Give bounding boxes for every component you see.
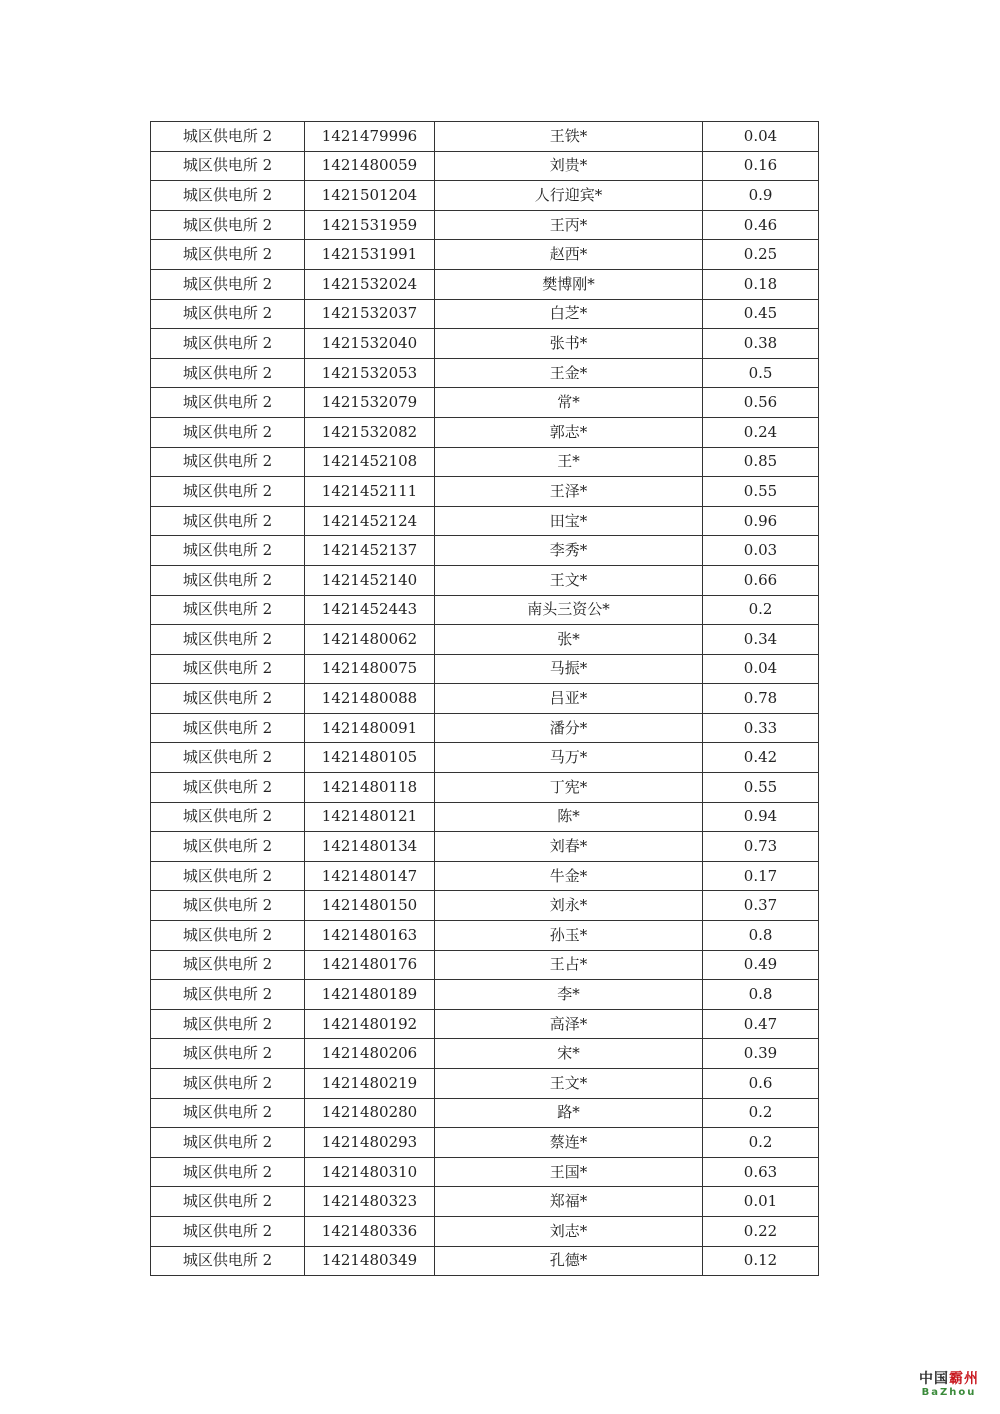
amount-cell: 0.18 (703, 269, 819, 299)
amount-cell: 0.2 (703, 1128, 819, 1158)
watermark-english: BaZhou (921, 1387, 977, 1398)
account-number-cell: 1421480147 (305, 861, 435, 891)
customer-name-cell: 王国* (435, 1157, 703, 1187)
table-row (151, 654, 819, 684)
customer-name-cell: 孔德* (435, 1246, 703, 1276)
table-row (151, 861, 819, 891)
account-number-cell: 1421452137 (305, 536, 435, 566)
amount-cell: 0.85 (703, 447, 819, 477)
customer-name-cell: 马万* (435, 743, 703, 773)
amount-cell: 0.78 (703, 684, 819, 714)
customer-name-cell: 王* (435, 447, 703, 477)
station-cell: 城区供电所 2 (151, 921, 305, 951)
customer-name-cell: 刘贵* (435, 151, 703, 181)
station-cell: 城区供电所 2 (151, 713, 305, 743)
station-cell: 城区供电所 2 (151, 773, 305, 803)
account-number-cell: 1421480075 (305, 654, 435, 684)
account-number-cell: 1421480134 (305, 832, 435, 862)
station-cell: 城区供电所 2 (151, 536, 305, 566)
table-row (151, 1009, 819, 1039)
station-cell: 城区供电所 2 (151, 684, 305, 714)
table-row (151, 388, 819, 418)
account-number-cell: 1421532024 (305, 269, 435, 299)
amount-cell: 0.38 (703, 329, 819, 359)
customer-name-cell: 刘志* (435, 1216, 703, 1246)
table-row (151, 1157, 819, 1187)
station-cell: 城区供电所 2 (151, 950, 305, 980)
table-row (151, 921, 819, 951)
customer-name-cell: 白芝* (435, 299, 703, 329)
customer-name-cell: 刘永* (435, 891, 703, 921)
customer-name-cell: 郭志* (435, 417, 703, 447)
station-cell: 城区供电所 2 (151, 506, 305, 536)
table-row (151, 417, 819, 447)
customer-name-cell: 潘分* (435, 713, 703, 743)
customer-name-cell: 牛金* (435, 861, 703, 891)
account-number-cell: 1421480105 (305, 743, 435, 773)
table-row (151, 240, 819, 270)
table-row (151, 950, 819, 980)
customer-name-cell: 吕亚* (435, 684, 703, 714)
amount-cell: 0.33 (703, 713, 819, 743)
site-watermark-logo (914, 1372, 984, 1398)
account-number-cell: 1421480163 (305, 921, 435, 951)
table-row (151, 891, 819, 921)
customer-name-cell: 丁宪* (435, 773, 703, 803)
account-number-cell: 1421480192 (305, 1009, 435, 1039)
amount-cell: 0.17 (703, 861, 819, 891)
customer-name-cell: 张书* (435, 329, 703, 359)
station-cell: 城区供电所 2 (151, 861, 305, 891)
account-number-cell: 1421480121 (305, 802, 435, 832)
table-row (151, 210, 819, 240)
station-cell: 城区供电所 2 (151, 358, 305, 388)
station-cell: 城区供电所 2 (151, 1216, 305, 1246)
account-number-cell: 1421479996 (305, 122, 435, 152)
account-number-cell: 1421480088 (305, 684, 435, 714)
table-row (151, 329, 819, 359)
table-row (151, 1069, 819, 1099)
station-cell: 城区供电所 2 (151, 151, 305, 181)
amount-cell: 0.94 (703, 802, 819, 832)
table-row (151, 269, 819, 299)
table-row (151, 980, 819, 1010)
customer-name-cell: 赵西* (435, 240, 703, 270)
customer-name-cell: 王文* (435, 565, 703, 595)
account-number-cell: 1421452140 (305, 565, 435, 595)
amount-cell: 0.56 (703, 388, 819, 418)
customer-name-cell: 王文* (435, 1069, 703, 1099)
customer-name-cell: 王泽* (435, 477, 703, 507)
account-number-cell: 1421531959 (305, 210, 435, 240)
table-row (151, 773, 819, 803)
amount-cell: 0.39 (703, 1039, 819, 1069)
amount-cell: 0.12 (703, 1246, 819, 1276)
station-cell: 城区供电所 2 (151, 565, 305, 595)
station-cell: 城区供电所 2 (151, 1069, 305, 1099)
account-number-cell: 1421452111 (305, 477, 435, 507)
account-number-cell: 1421480336 (305, 1216, 435, 1246)
watermark-cn-part2: 霸州 (949, 1370, 979, 1387)
table-row (151, 477, 819, 507)
station-cell: 城区供电所 2 (151, 477, 305, 507)
amount-cell: 0.22 (703, 1216, 819, 1246)
account-number-cell: 1421480293 (305, 1128, 435, 1158)
table-row (151, 743, 819, 773)
amount-cell: 0.96 (703, 506, 819, 536)
table-row (151, 1216, 819, 1246)
customer-name-cell: 张* (435, 625, 703, 655)
station-cell: 城区供电所 2 (151, 299, 305, 329)
customer-name-cell: 马振* (435, 654, 703, 684)
table-row (151, 358, 819, 388)
account-number-cell: 1421480150 (305, 891, 435, 921)
station-cell: 城区供电所 2 (151, 122, 305, 152)
amount-cell: 0.8 (703, 980, 819, 1010)
table-row (151, 595, 819, 625)
customer-name-cell: 南头三资公* (435, 595, 703, 625)
table-row (151, 625, 819, 655)
table-row (151, 565, 819, 595)
customer-name-cell: 宋* (435, 1039, 703, 1069)
account-number-cell: 1421480219 (305, 1069, 435, 1099)
station-cell: 城区供电所 2 (151, 417, 305, 447)
customer-name-cell: 王金* (435, 358, 703, 388)
station-cell: 城区供电所 2 (151, 1098, 305, 1128)
account-number-cell: 1421452443 (305, 595, 435, 625)
watermark-chinese (914, 1372, 984, 1387)
account-number-cell: 1421480206 (305, 1039, 435, 1069)
amount-cell: 0.8 (703, 921, 819, 951)
station-cell: 城区供电所 2 (151, 269, 305, 299)
amount-cell: 0.25 (703, 240, 819, 270)
account-number-cell: 1421532040 (305, 329, 435, 359)
table-body (151, 122, 819, 1276)
station-cell: 城区供电所 2 (151, 625, 305, 655)
station-cell: 城区供电所 2 (151, 1009, 305, 1039)
table-row (151, 832, 819, 862)
customer-name-cell: 田宝* (435, 506, 703, 536)
amount-cell: 0.5 (703, 358, 819, 388)
table-row (151, 447, 819, 477)
account-number-cell: 1421480310 (305, 1157, 435, 1187)
account-number-cell: 1421532082 (305, 417, 435, 447)
station-cell: 城区供电所 2 (151, 1039, 305, 1069)
customer-name-cell: 路* (435, 1098, 703, 1128)
customer-name-cell: 郑福* (435, 1187, 703, 1217)
account-number-cell: 1421480189 (305, 980, 435, 1010)
account-number-cell: 1421480349 (305, 1246, 435, 1276)
account-number-cell: 1421480062 (305, 625, 435, 655)
amount-cell: 0.73 (703, 832, 819, 862)
table-row (151, 151, 819, 181)
amount-cell: 0.34 (703, 625, 819, 655)
watermark-cn-part1: 中国 (919, 1370, 949, 1387)
station-cell: 城区供电所 2 (151, 447, 305, 477)
amount-cell: 0.55 (703, 773, 819, 803)
amount-cell: 0.04 (703, 122, 819, 152)
amount-cell: 0.66 (703, 565, 819, 595)
amount-cell: 0.47 (703, 1009, 819, 1039)
account-number-cell: 1421480118 (305, 773, 435, 803)
table-row (151, 1039, 819, 1069)
customer-name-cell: 王占* (435, 950, 703, 980)
customer-name-cell: 常* (435, 388, 703, 418)
customer-name-cell: 王铁* (435, 122, 703, 152)
customer-name-cell: 樊博刚* (435, 269, 703, 299)
station-cell: 城区供电所 2 (151, 891, 305, 921)
station-cell: 城区供电所 2 (151, 1157, 305, 1187)
customer-name-cell: 蔡连* (435, 1128, 703, 1158)
station-cell: 城区供电所 2 (151, 802, 305, 832)
table-row (151, 1187, 819, 1217)
table-row (151, 299, 819, 329)
account-number-cell: 1421532079 (305, 388, 435, 418)
table-row (151, 1098, 819, 1128)
amount-cell: 0.46 (703, 210, 819, 240)
station-cell: 城区供电所 2 (151, 980, 305, 1010)
customer-name-cell: 陈* (435, 802, 703, 832)
customer-name-cell: 人行迎宾* (435, 181, 703, 211)
customer-name-cell: 孙玉* (435, 921, 703, 951)
account-number-cell: 1421532053 (305, 358, 435, 388)
amount-cell: 0.6 (703, 1069, 819, 1099)
amount-cell: 0.2 (703, 1098, 819, 1128)
table-row (151, 1246, 819, 1276)
account-number-cell: 1421480280 (305, 1098, 435, 1128)
amount-cell: 0.49 (703, 950, 819, 980)
table-row (151, 802, 819, 832)
amount-cell: 0.04 (703, 654, 819, 684)
amount-cell: 0.55 (703, 477, 819, 507)
account-number-cell: 1421480176 (305, 950, 435, 980)
amount-cell: 0.01 (703, 1187, 819, 1217)
table-row (151, 536, 819, 566)
data-table (150, 121, 819, 1276)
customer-name-cell: 刘春* (435, 832, 703, 862)
customer-name-cell: 高泽* (435, 1009, 703, 1039)
table-row (151, 713, 819, 743)
station-cell: 城区供电所 2 (151, 832, 305, 862)
amount-cell: 0.63 (703, 1157, 819, 1187)
amount-cell: 0.9 (703, 181, 819, 211)
station-cell: 城区供电所 2 (151, 329, 305, 359)
amount-cell: 0.16 (703, 151, 819, 181)
station-cell: 城区供电所 2 (151, 595, 305, 625)
table-row (151, 1128, 819, 1158)
amount-cell: 0.03 (703, 536, 819, 566)
station-cell: 城区供电所 2 (151, 181, 305, 211)
table-row (151, 506, 819, 536)
customer-name-cell: 李秀* (435, 536, 703, 566)
amount-cell: 0.24 (703, 417, 819, 447)
account-number-cell: 1421501204 (305, 181, 435, 211)
table-row (151, 684, 819, 714)
amount-cell: 0.42 (703, 743, 819, 773)
station-cell: 城区供电所 2 (151, 1187, 305, 1217)
amount-cell: 0.2 (703, 595, 819, 625)
table-row (151, 181, 819, 211)
station-cell: 城区供电所 2 (151, 743, 305, 773)
amount-cell: 0.45 (703, 299, 819, 329)
account-number-cell: 1421532037 (305, 299, 435, 329)
account-number-cell: 1421452108 (305, 447, 435, 477)
customer-name-cell: 王丙* (435, 210, 703, 240)
table-row (151, 122, 819, 152)
account-number-cell: 1421531991 (305, 240, 435, 270)
station-cell: 城区供电所 2 (151, 388, 305, 418)
account-number-cell: 1421480059 (305, 151, 435, 181)
customer-name-cell: 李* (435, 980, 703, 1010)
account-number-cell: 1421452124 (305, 506, 435, 536)
amount-cell: 0.37 (703, 891, 819, 921)
station-cell: 城区供电所 2 (151, 654, 305, 684)
station-cell: 城区供电所 2 (151, 1128, 305, 1158)
account-number-cell: 1421480091 (305, 713, 435, 743)
station-cell: 城区供电所 2 (151, 1246, 305, 1276)
station-cell: 城区供电所 2 (151, 210, 305, 240)
station-cell: 城区供电所 2 (151, 240, 305, 270)
account-number-cell: 1421480323 (305, 1187, 435, 1217)
